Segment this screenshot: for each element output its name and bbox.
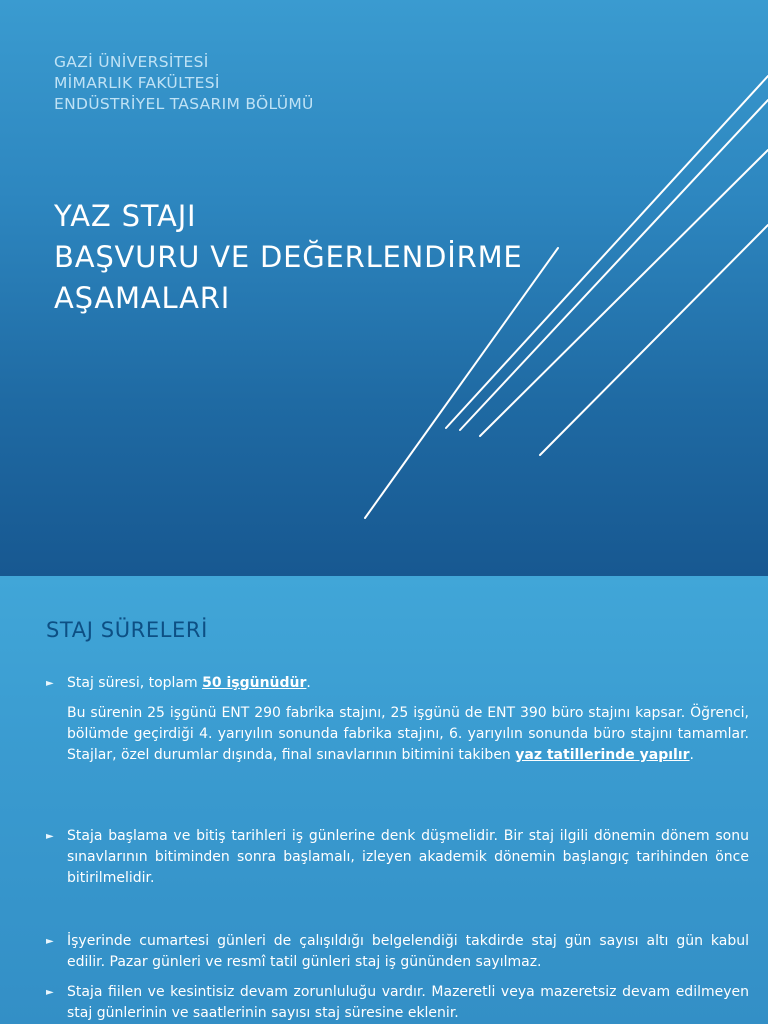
deco-line-3	[480, 150, 768, 436]
bullet-text: İşyerinde cumartesi günleri de çalışıldığı belgelendiği takdirde staj gün sayısı altı gün kabul edilir. Pazar günleri ve resmî tatil günleri staj iş gününden sayılmaz.	[67, 933, 749, 970]
bullet-text-end: .	[306, 675, 311, 691]
paragraph-text: Bu sürenin 25 işgünü ENT 290 fabrika stajını, 25 işgünü de ENT 390 büro stajını kapsar. Öğrenci, bölümde geçirdiği 4. yarıyılın sonunda fabrika stajını, 6. yarıyılın sonunda büro stajını tamamlar. Stajlar, özel durumlar dışında, final sınavlarının bitimini takiben	[67, 705, 749, 763]
bullet-duration	[46, 673, 749, 694]
bullet-text: Staj süresi, toplam	[67, 675, 203, 691]
content-slide	[0, 576, 768, 1024]
paragraph-detail	[46, 703, 749, 766]
bullet-arrow-icon: ►	[46, 987, 54, 998]
bullet-saturday	[46, 931, 749, 973]
highlight-workdays: 50 işgünüdür	[202, 675, 307, 691]
bullet-text: Staja başlama ve bitiş tarihleri iş günlerine denk düşmelidir. Bir staj ilgili dönemin dönem sonu sınavlarının bitiminden sonra başlamalı, izleyen akademik dönemin başlangıç tarihinden önce bitirilmelidir.	[67, 828, 749, 886]
faculty-name: MİMARLIK FAKÜLTESİ	[54, 74, 220, 92]
deco-line-1	[446, 76, 768, 428]
title-line-1: YAZ STAJI	[54, 199, 197, 233]
bullet-attendance	[46, 982, 749, 1024]
bullet-arrow-icon: ►	[46, 936, 54, 947]
university-name: GAZİ ÜNİVERSİTESİ	[54, 53, 209, 71]
bullet-text: Staja fiilen ve kesintisiz devam zorunluluğu vardır. Mazeretli veya mazeretsiz devam edilmeyen staj günlerinin ve saatlerinin sayısı staj süresine eklenir.	[67, 984, 749, 1021]
bullet-arrow-icon: ►	[46, 678, 54, 689]
bullet-arrow-icon: ►	[46, 831, 54, 842]
bullet-dates	[46, 826, 749, 889]
department-name: ENDÜSTRİYEL TASARIM BÖLÜMÜ	[54, 95, 314, 113]
paragraph-text-end: .	[689, 747, 694, 763]
highlight-summer: yaz tatillerinde yapılır	[515, 747, 690, 763]
section-heading: STAJ SÜRELERİ	[46, 618, 208, 642]
deco-line-4	[540, 225, 768, 455]
title-line-3: AŞAMALARI	[54, 281, 231, 315]
title-line-2: BAŞVURU VE DEĞERLENDİRME	[54, 240, 523, 274]
deco-line-5	[365, 248, 558, 518]
